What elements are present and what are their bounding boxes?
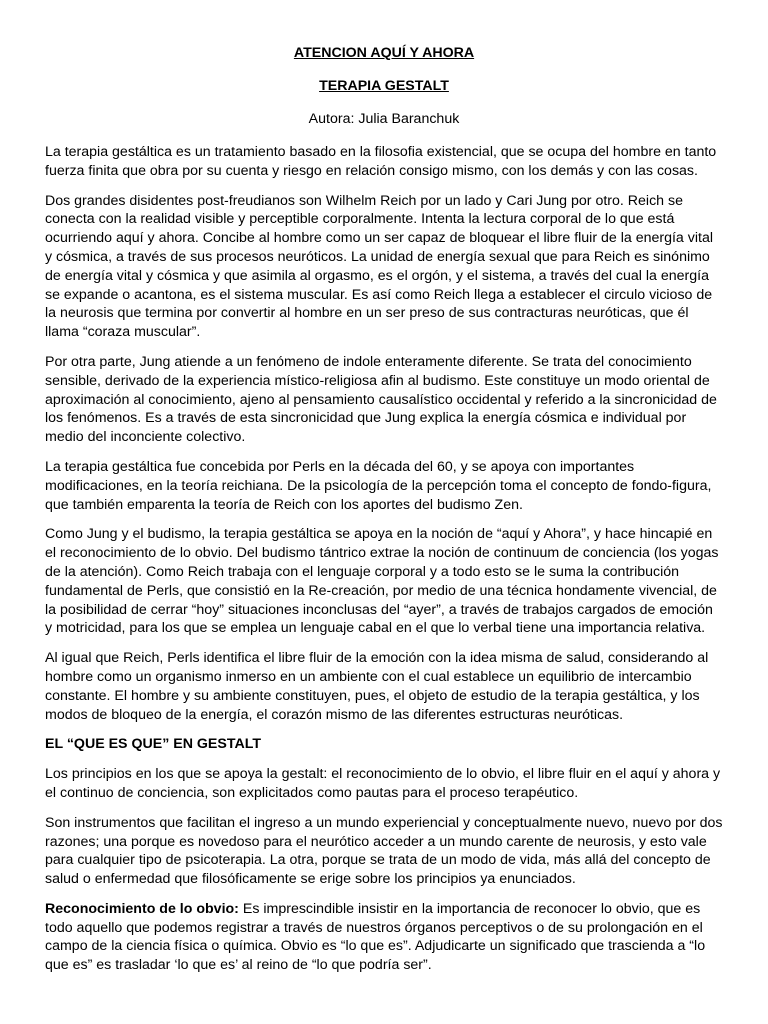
paragraph-intro: La terapia gestáltica es un tratamiento basado en la filosofia existencial, que se ocupa del hombre en tanto fuerza finita que obra por su cuenta y riesgo en relación consigo mismo, con los demás y con las cosas. (45, 144, 717, 179)
paragraph-jung: Por otra parte, Jung atiende a un fenómeno de indole enteramente diferente. Se trata del conocimiento sensible, derivado de la experiencia místico-religiosa afin al budismo. Este constituye un modo oriental de aproximación al conocimiento, ajeno al pensamiento causalístico occidental y referido a la sincronicidad de los fenómenos. Es a través de esta sincronicidad que Jung explica la energía cósmica e individual por medio del inconciente colectivo. (45, 353, 717, 446)
document-title: ATENCION AQUÍ Y AHORA (293, 45, 475, 61)
section-heading: EL “QUE ES QUE” EN GESTALT (45, 736, 261, 753)
paragraph-reich: Dos grandes disidentes post-freudianos son Wilhelm Reich por un lado y Cari Jung por otro. Reich se conecta con la realidad visible y perceptible corporalmente. Intenta la lectura corporal de lo que está ocurriendo aquí y ahora. Concibe al hombre como un ser capaz de bloquear el libre fluir de la energía vital y cósmica, a través de sus procesos neuróticos. La unidad de energía sexual que para Reich es sinónimo de energía vital y cósmica y que asimila al orgasmo, es el orgón, y el sistema, a través del cual la energía se expande o acantona, es el sistema muscular. Es así como Reich llega a establecer el circulo vicioso de la neurosis que termina por convertir al hombre en un ser preso de sus contracturas neuróticas, que él llama “coraza muscular”. (45, 192, 713, 341)
paragraph-perls: La terapia gestáltica fue concebida por Perls en la década del 60, y se apoya con importantes modificaciones, en la teoría reichiana. De la psicología de la percepción toma el concepto de fondo-figura, que también emparenta la teoría de Reich con los aportes del budismo Zen. (45, 458, 712, 513)
paragraph-aqui-ahora: Como Jung y el budismo, la terapia gestáltica se apoya en la noción de “aquí y Ahora”, y hace hincapié en el reconocimiento de lo obvio. Del budismo tántrico extrae la noción de continuum de conciencia (los yogas de la atención). Como Reich trabaja con el lenguaje corporal y a todo esto se le suma la contribución fundamental de Perls, que consistió en la Re-creación, por medio de una técnica hondamente vivencial, de la posibilidad de cerrar “hoy” situaciones inconclusas del “ayer”, a través de trabajos cargados de emoción y motricidad, para los que se emplea un lenguaje cabal en el que lo verbal tiene una importancia relativa. (45, 526, 719, 637)
paragraph-salud: Al igual que Reich, Perls identifica el libre fluir de la emoción con la idea misma de salud, considerando al hombre como un organismo inmerso en un ambiente con el cual establece un equilibrio de intercambio constante. El hombre y su ambiente constituyen, pues, el objeto de estudio de la terapia gestáltica, y los modos de bloqueo de la energía, el corazón mismo de las diferentes estructuras neuróticas. (45, 650, 709, 723)
paragraph-obvio-text: Es imprescindible insistir en la importancia de reconocer lo obvio, que es todo aquello que podemos registrar a través de nuestros órganos perceptivos o de su prolongación en el campo de la ciencia física o química. Obvio es “lo que es”. Adjudicarte un significado que trascienda a “lo que es” es trasladar ‘lo que es’ al reino de “lo que podría ser”. (45, 900, 706, 974)
paragraph-obvio-lead: Reconocimiento de lo obvio: (45, 900, 239, 917)
paragraph-instrumentos: Son instrumentos que facilitan el ingreso a un mundo experiencial y conceptualmente nuevo, nuevo por dos razones; una porque es novedoso para el neurótico acceder a un mundo carente de neurosis, y esto vale para cualquier tipo de psicoterapia. La otra, porque se trata de un modo de vida, más allá del concepto de salud o enfermedad que filosóficamente se erige sobre los principios ya enunciados. (45, 814, 723, 888)
paragraph-obvio (45, 900, 723, 975)
document-subtitle: TERAPIA GESTALT (319, 78, 449, 94)
paragraph-principios: Los principios en los que se apoya la gestalt: el reconocimiento de lo obvio, el libre fluir en el aquí y ahora y el continuo de conciencia, son explicitados como pautas para el proceso terapéutico. (45, 766, 721, 801)
document-author: Autora: Julia Baranchuk (308, 111, 460, 127)
